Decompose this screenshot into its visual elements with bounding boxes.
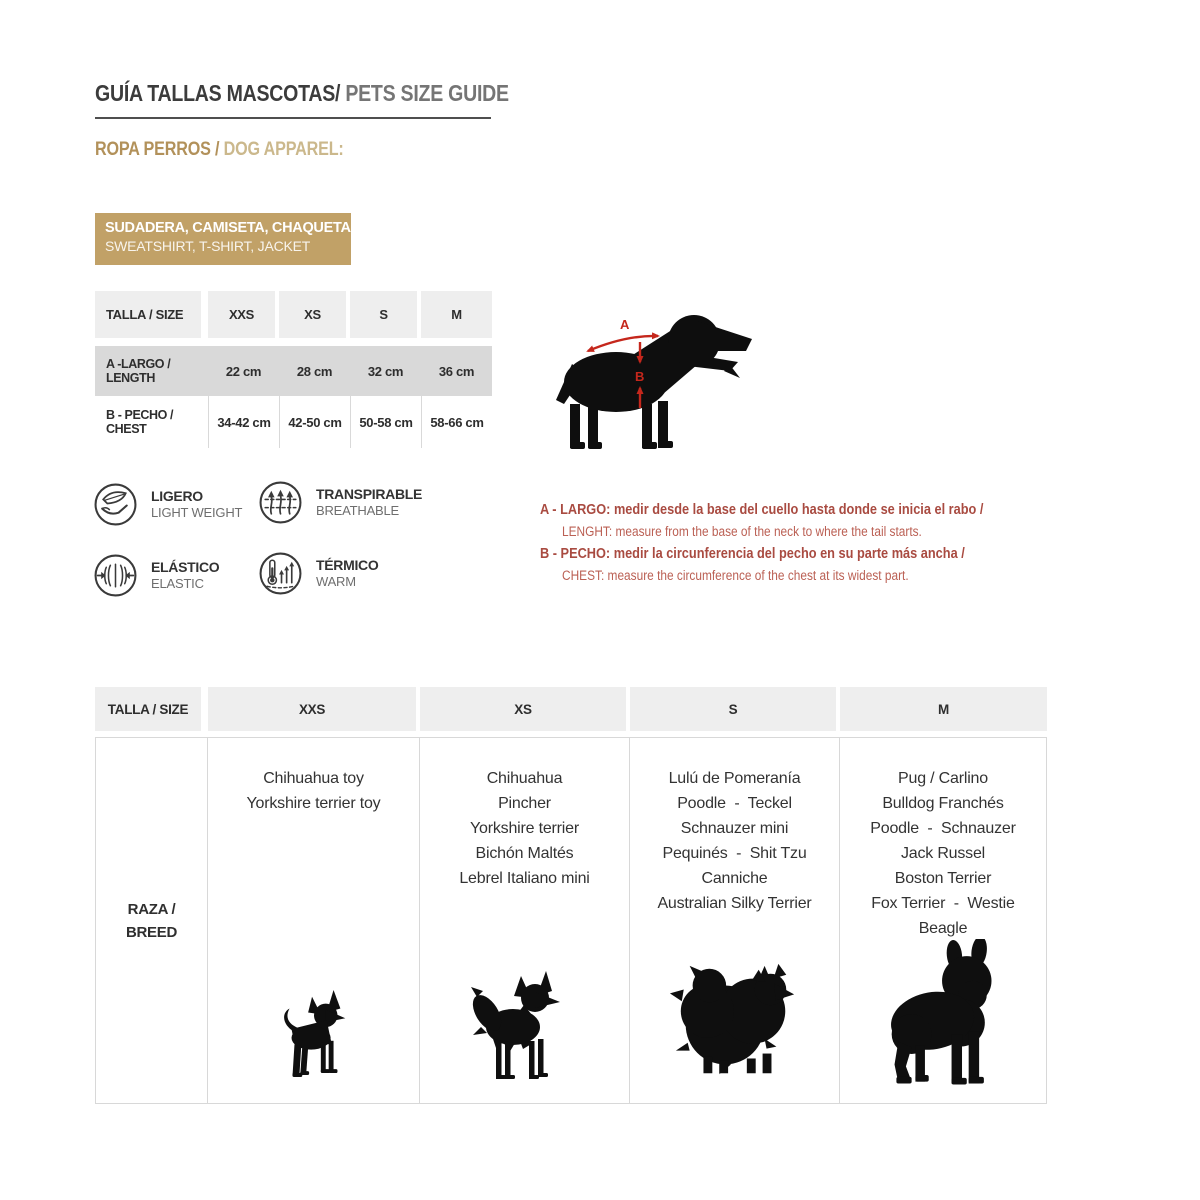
- breed-item: Pug / Carlino: [898, 770, 988, 787]
- note-b-spanish: B - PECHO: medir la circunferencia del pecho en su parte más ancha /: [540, 546, 965, 562]
- note-a-spanish: A - LARGO: medir desde la base del cuello hasta donde se inicia el rabo /: [540, 502, 984, 518]
- category-english: SWEATSHIRT, T-SHIRT, JACKET: [105, 238, 311, 254]
- breed-item: Fox Terrier - Westie: [871, 895, 1015, 912]
- thermal-icon: [258, 551, 303, 596]
- breed-item: Chihuahua: [486, 770, 563, 787]
- breed-list-s: [630, 766, 839, 916]
- label-b: B: [635, 369, 645, 384]
- breed-row-label: [95, 737, 208, 1104]
- title-english: PETS SIZE GUIDE: [340, 80, 509, 106]
- breed-header-xs: XS: [420, 687, 630, 731]
- feature-warm: [258, 551, 378, 596]
- breed-header-talla: TALLA / SIZE: [95, 687, 208, 731]
- chest-row-label: B - PECHO / CHEST: [95, 396, 208, 448]
- breed-table: [95, 687, 1047, 1104]
- label-a: A: [620, 317, 630, 332]
- feature-labels: [316, 486, 422, 519]
- size-table-header-xs: XS: [279, 291, 350, 338]
- breed-item: Australian Silky Terrier: [657, 895, 812, 912]
- breed-item: Beagle: [918, 920, 968, 937]
- category-spanish: SUDADERA, CAMISETA, CHAQUETA/: [105, 220, 355, 236]
- page-title: [95, 80, 509, 119]
- breed-cell-xs: [420, 737, 630, 1104]
- note-b-english: CHEST: measure the circumference of the chest at its widest part.: [562, 568, 909, 583]
- breed-item: Schnauzer mini: [680, 820, 789, 837]
- size-table-spacer: [95, 338, 492, 346]
- breed-item: Jack Russel: [900, 845, 986, 862]
- breed-cell-s: [630, 737, 840, 1104]
- feature-elastic: [93, 553, 219, 598]
- size-table-header-talla: TALLA / SIZE: [95, 291, 208, 338]
- length-m: 36 cm: [421, 346, 492, 396]
- breed-item: Lebrel Italiano mini: [459, 870, 590, 887]
- feature-labels: [316, 557, 378, 590]
- breed-header-m: M: [840, 687, 1047, 731]
- section-subtitle: [95, 139, 388, 161]
- breed-item: Yorkshire terrier: [470, 820, 579, 837]
- measurement-diagram: [552, 308, 776, 454]
- breed-label: BREED: [125, 923, 177, 941]
- chest-xs: 42-50 cm: [279, 396, 350, 448]
- feature-labels: [151, 488, 242, 521]
- pomeranian-silhouette: [666, 954, 804, 1077]
- breed-item: Yorkshire terrier toy: [246, 795, 381, 812]
- feather-hand-icon: [93, 482, 138, 527]
- labrador-silhouette: [552, 308, 776, 454]
- feature-name-en: BREATHABLE: [316, 503, 400, 518]
- breed-item: Lulú de Pomeranía: [668, 770, 801, 787]
- subtitle-spanish: ROPA PERROS /: [95, 139, 224, 160]
- raza-label: RAZA /: [127, 900, 176, 918]
- note-a-english: LENGHT: measure from the base of the neck to where the tail starts.: [562, 524, 922, 539]
- feature-name-en: LIGHT WEIGHT: [151, 505, 243, 520]
- breathable-icon: [258, 480, 303, 525]
- longhair-chihuahua-silhouette: [469, 969, 581, 1087]
- elastic-icon: [93, 553, 138, 598]
- breed-header-s: S: [630, 687, 840, 731]
- length-xxs: 22 cm: [208, 346, 279, 396]
- length-xs: 28 cm: [279, 346, 350, 396]
- feature-labels: [151, 559, 219, 592]
- breed-item: Pequinés - Shit Tzu: [662, 845, 807, 862]
- size-table-header-s: S: [350, 291, 421, 338]
- length-s: 32 cm: [350, 346, 421, 396]
- chest-s: 50-58 cm: [350, 396, 421, 448]
- breed-item: Canniche: [701, 870, 768, 887]
- feature-breathable: [258, 480, 422, 525]
- breed-header-xxs: XXS: [208, 687, 420, 731]
- breed-list-xxs: [208, 766, 419, 816]
- chest-m: 58-66 cm: [421, 396, 492, 448]
- feature-name-es: ELÁSTICO: [151, 559, 220, 575]
- chest-xxs: 34-42 cm: [208, 396, 279, 448]
- feature-lightweight: [93, 482, 242, 527]
- feature-name-en: WARM: [316, 574, 356, 589]
- size-table: [95, 291, 492, 448]
- category-box: [95, 213, 355, 265]
- length-row-label: A -LARGO / LENGTH: [95, 346, 208, 396]
- breed-item: Poodle - Teckel: [677, 795, 792, 812]
- size-table-header-xxs: XXS: [208, 291, 279, 338]
- breed-list-m: [840, 766, 1046, 941]
- breed-item: Poodle - Schnauzer: [870, 820, 1016, 837]
- feature-name-es: LIGERO: [151, 488, 203, 504]
- breed-item: Bulldog Franchés: [882, 795, 1004, 812]
- subtitle-english: DOG APPAREL:: [223, 139, 344, 160]
- title-spanish: GUÍA TALLAS MASCOTAS/: [95, 80, 341, 106]
- french-bulldog-silhouette: [885, 939, 1001, 1091]
- feature-name-en: ELASTIC: [151, 576, 204, 591]
- breed-cell-m: [840, 737, 1047, 1104]
- size-table-header-m: M: [421, 291, 492, 338]
- measuring-instructions: [540, 500, 983, 588]
- breed-list-xs: [420, 766, 629, 891]
- breed-item: Bichón Maltés: [475, 845, 574, 862]
- feature-name-es: TÉRMICO: [316, 557, 379, 573]
- breed-item: Chihuahua toy: [263, 770, 364, 787]
- feature-name-es: TRANSPIRABLE: [316, 486, 423, 502]
- breed-item: Boston Terrier: [894, 870, 992, 887]
- chihuahua-silhouette: [270, 988, 358, 1081]
- breed-cell-xxs: [208, 737, 420, 1104]
- breed-item: Pincher: [498, 795, 551, 812]
